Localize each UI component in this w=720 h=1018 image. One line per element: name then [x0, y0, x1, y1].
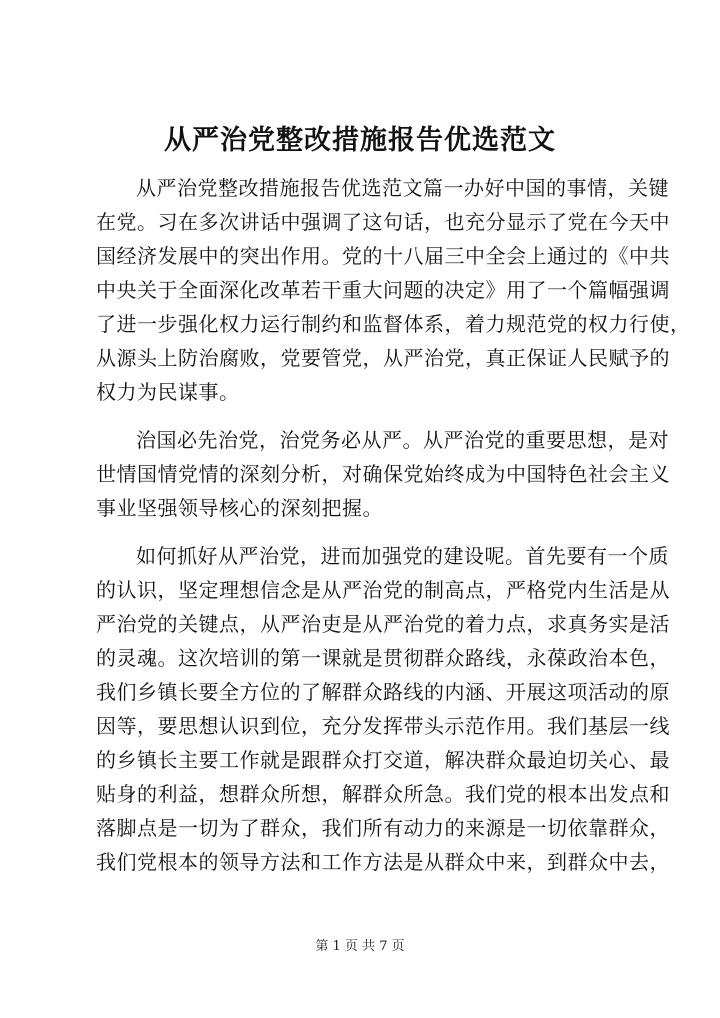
paragraph-2-line-2: 世情国情党情的深刻分析，对确保党始终成为中国特色社会主义	[96, 462, 670, 486]
paragraph-1-line-6: 从源头上防治腐败，党要管党，从严治党，真正保证人民赋予的	[96, 346, 670, 370]
paragraph-3-line-1: 如何抓好从严治党，进而加强党的建设呢。首先要有一个质	[136, 544, 669, 568]
page-number-footer: 第 1 页 共 7 页	[315, 939, 405, 954]
paragraph-1-line-4: 中央关于全面深化改革若干重大问题的决定》用了一个篇幅强调	[96, 278, 670, 302]
paragraph-3-line-9: 落脚点是一切为了群众，我们所有动力的来源是一切依靠群众，	[96, 816, 670, 840]
paragraph-1-line-3: 国经济发展中的突出作用。党的十八届三中全会上通过的《中共	[96, 244, 670, 268]
paragraph-3-line-10: 我们党根本的领导方法和工作方法是从群众中来，到群众中去，	[96, 850, 670, 874]
paragraph-2-line-1: 治国必先治党，治党务必从严。从严治党的重要思想，是对	[136, 428, 669, 452]
paragraph-3-line-6: 因等，要思想认识到位，充分发挥带头示范作用。我们基层一线	[96, 714, 670, 738]
paragraph-1-line-2: 在党。习在多次讲话中强调了这句话，也充分显示了党在今天中	[96, 210, 670, 234]
paragraph-3-line-3: 严治党的关键点，从严治吏是从严治党的着力点，求真务实是活	[96, 612, 670, 636]
paragraph-2-line-3: 事业坚强领导核心的深刻把握。	[96, 496, 383, 520]
paragraph-3-line-5: 我们乡镇长要全方位的了解群众路线的内涵、开展这项活动的原	[96, 680, 670, 704]
paragraph-1-line-5: 了进一步强化权力运行制约和监督体系，着力规范党的权力行使，	[96, 312, 691, 336]
paragraph-1-line-1: 从严治党整改措施报告优选范文篇一办好中国的事情，关键	[136, 176, 669, 200]
document-title: 从严治党整改措施报告优选范文	[164, 125, 556, 156]
paragraph-3-line-7: 的乡镇长主要工作就是跟群众打交道，解决群众最迫切关心、最	[96, 748, 670, 772]
paragraph-3-line-2: 的认识，坚定理想信念是从严治党的制高点，严格党内生活是从	[96, 578, 670, 602]
paragraph-3-line-4: 的灵魂。这次培训的第一课就是贯彻群众路线，永葆政治本色，	[96, 646, 670, 670]
paragraph-3-line-8: 贴身的利益，想群众所想，解群众所急。我们党的根本出发点和	[96, 782, 670, 806]
paragraph-1-line-7: 权力为民谋事。	[96, 380, 240, 404]
